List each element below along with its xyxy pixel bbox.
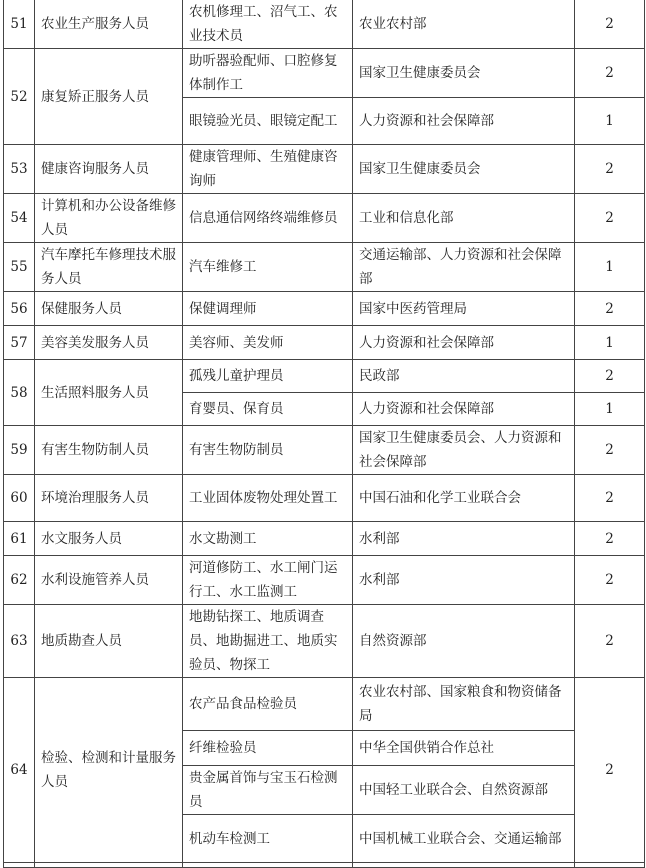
table-row xyxy=(4,194,645,243)
occupation-category: 汽车摩托车修理技术服务人员 xyxy=(35,243,183,292)
row-number: 59 xyxy=(4,426,35,475)
table-row xyxy=(4,326,645,360)
empty-cell xyxy=(575,863,645,868)
occupation-category: 保健服务人员 xyxy=(35,292,183,326)
table-row xyxy=(4,522,645,556)
occupation-category: 农业生产服务人员 xyxy=(35,0,183,49)
empty-cell xyxy=(35,863,183,868)
table-row xyxy=(4,292,645,326)
job-title: 孤残儿童护理员 xyxy=(183,360,353,393)
department: 民政部 xyxy=(353,360,575,393)
row-number: 53 xyxy=(4,145,35,194)
row-number: 62 xyxy=(4,556,35,605)
occupation-category: 有害生物防制人员 xyxy=(35,426,183,475)
department: 中国轻工业联合会、自然资源部 xyxy=(353,766,575,815)
occupation-category: 计算机和办公设备维修人员 xyxy=(35,194,183,243)
row-number: 51 xyxy=(4,0,35,49)
occupation-category: 水文服务人员 xyxy=(35,522,183,556)
job-title: 汽车维修工 xyxy=(183,243,353,292)
occupation-category: 健康咨询服务人员 xyxy=(35,145,183,194)
table-row-partial xyxy=(4,863,645,868)
department: 国家卫生健康委员会 xyxy=(353,145,575,194)
job-title: 机动车检测工 xyxy=(183,815,353,863)
row-number: 56 xyxy=(4,292,35,326)
count: 1 xyxy=(575,98,645,145)
department: 中国机械工业联合会、交通运输部 xyxy=(353,815,575,863)
table-row xyxy=(4,145,645,194)
count: 2 xyxy=(575,605,645,678)
department: 中国石油和化学工业联合会 xyxy=(353,475,575,522)
row-number: 64 xyxy=(4,678,35,863)
table-row xyxy=(4,426,645,475)
department: 自然资源部 xyxy=(353,605,575,678)
occupation-category: 检验、检测和计量服务人员 xyxy=(35,678,183,863)
job-title: 农产品食品检验员 xyxy=(183,678,353,731)
department: 人力资源和社会保障部 xyxy=(353,393,575,426)
table-row xyxy=(4,605,645,678)
count: 2 xyxy=(575,145,645,194)
count: 2 xyxy=(575,49,645,98)
count: 2 xyxy=(575,678,645,863)
count: 2 xyxy=(575,475,645,522)
department: 农业农村部、国家粮食和物资储备局 xyxy=(353,678,575,731)
department: 工业和信息化部 xyxy=(353,194,575,243)
job-title: 有害生物防制员 xyxy=(183,426,353,475)
occupation-table xyxy=(3,0,645,868)
table-row xyxy=(4,49,645,98)
row-number: 60 xyxy=(4,475,35,522)
job-title: 美容师、美发师 xyxy=(183,326,353,360)
department: 交通运输部、人力资源和社会保障部 xyxy=(353,243,575,292)
count: 2 xyxy=(575,522,645,556)
count: 2 xyxy=(575,426,645,475)
department: 国家卫生健康委员会 xyxy=(353,49,575,98)
count: 2 xyxy=(575,0,645,49)
job-title: 农机修理工、沼气工、农业技术员 xyxy=(183,0,353,49)
row-number: 61 xyxy=(4,522,35,556)
count: 1 xyxy=(575,393,645,426)
job-title: 地勘钻探工、地质调查员、地勘掘进工、地质实验员、物探工 xyxy=(183,605,353,678)
job-title: 工业固体废物处理处置工 xyxy=(183,475,353,522)
department: 中华全国供销合作总社 xyxy=(353,731,575,766)
occupation-category: 康复矫正服务人员 xyxy=(35,49,183,145)
count: 2 xyxy=(575,292,645,326)
occupation-category: 生活照料服务人员 xyxy=(35,360,183,426)
job-title: 贵金属首饰与宝玉石检测员 xyxy=(183,766,353,815)
row-number: 57 xyxy=(4,326,35,360)
table-row xyxy=(4,243,645,292)
job-title: 信息通信网络终端维修员 xyxy=(183,194,353,243)
occupation-category: 水利设施管养人员 xyxy=(35,556,183,605)
department: 人力资源和社会保障部 xyxy=(353,98,575,145)
row-number: 63 xyxy=(4,605,35,678)
empty-cell xyxy=(4,863,35,868)
count: 2 xyxy=(575,556,645,605)
table-row xyxy=(4,556,645,605)
occupation-category: 地质勘查人员 xyxy=(35,605,183,678)
table-row xyxy=(4,360,645,393)
empty-cell xyxy=(353,863,575,868)
job-title: 水文勘测工 xyxy=(183,522,353,556)
job-title: 纤维检验员 xyxy=(183,731,353,766)
department: 农业农村部 xyxy=(353,0,575,49)
job-title: 保健调理师 xyxy=(183,292,353,326)
count: 1 xyxy=(575,326,645,360)
occupation-category: 环境治理服务人员 xyxy=(35,475,183,522)
row-number: 54 xyxy=(4,194,35,243)
occupation-category: 美容美发服务人员 xyxy=(35,326,183,360)
job-title: 育婴员、保育员 xyxy=(183,393,353,426)
department: 水利部 xyxy=(353,556,575,605)
row-number: 55 xyxy=(4,243,35,292)
table-row xyxy=(4,678,645,731)
row-number: 58 xyxy=(4,360,35,426)
table-row xyxy=(4,0,645,49)
department: 水利部 xyxy=(353,522,575,556)
row-number: 52 xyxy=(4,49,35,145)
count: 1 xyxy=(575,243,645,292)
count: 2 xyxy=(575,194,645,243)
count: 2 xyxy=(575,360,645,393)
job-title: 健康管理师、生殖健康咨询师 xyxy=(183,145,353,194)
job-title: 助听器验配师、口腔修复体制作工 xyxy=(183,49,353,98)
table-row xyxy=(4,475,645,522)
department: 人力资源和社会保障部 xyxy=(353,326,575,360)
job-title: 河道修防工、水工闸门运行工、水工监测工 xyxy=(183,556,353,605)
empty-cell xyxy=(183,863,353,868)
department: 国家卫生健康委员会、人力资源和社会保障部 xyxy=(353,426,575,475)
department: 国家中医药管理局 xyxy=(353,292,575,326)
job-title: 眼镜验光员、眼镜定配工 xyxy=(183,98,353,145)
